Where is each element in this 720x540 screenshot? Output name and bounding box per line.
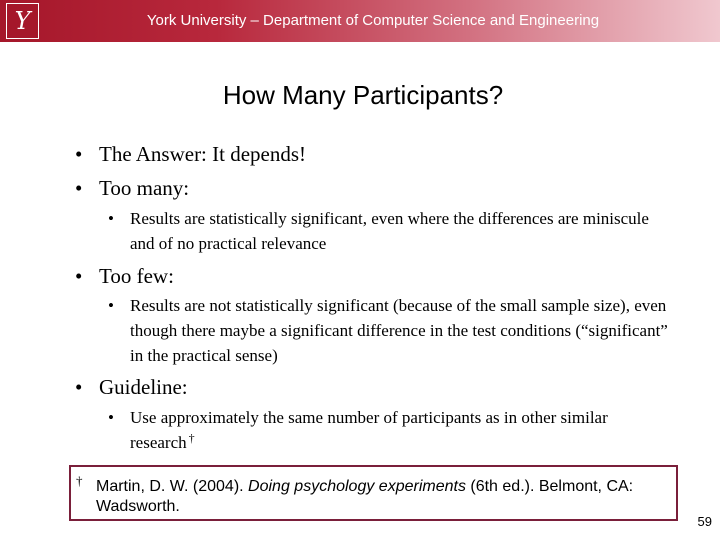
- sub-bullet-icon: •: [108, 296, 114, 315]
- bullet-icon: •: [75, 375, 83, 399]
- sub-bullet-text: Use approximately the same number of participants as in other similar research: [130, 408, 608, 452]
- reference-authors: Martin, D. W. (2004).: [96, 478, 249, 495]
- header-title: York University – Department of Computer Science and Engineering: [146, 12, 600, 29]
- bullet-text: Guideline:: [99, 375, 188, 399]
- sub-bullet-text: Results are statistically significant, even where the differences are miniscule and of no practical relevance: [130, 209, 649, 253]
- sub-bullet-text-wrap: [130, 405, 668, 455]
- sub-bullet-icon: •: [108, 209, 114, 228]
- bullet-text: Too many:: [99, 176, 190, 200]
- slide-title: How Many Participants?: [222, 80, 504, 110]
- header-bar: [0, 0, 720, 42]
- reference-text: [96, 477, 681, 517]
- sub-bullet-text: Results are not statistically significant (because of the small sample size), even though there maybe a significant difference in the test conditions (“significant” in the practical sense): [130, 296, 668, 365]
- bullet-icon: •: [75, 142, 83, 166]
- reference-publisher: (6th ed.). Belmont, CA: Wadsworth.: [96, 478, 634, 515]
- reference-dagger: †: [76, 473, 83, 488]
- sub-bullet-point: [108, 405, 668, 455]
- bullet-icon: •: [75, 176, 83, 200]
- sub-bullet-icon: •: [108, 408, 114, 427]
- york-logo-glyph: Y: [14, 7, 31, 35]
- bullet-text: The Answer: It depends!: [99, 142, 307, 166]
- reference-box: [69, 465, 678, 521]
- bullet-text: Too few:: [99, 264, 174, 288]
- sub-bullet-point: [108, 293, 668, 368]
- footnote-dagger: †: [188, 431, 195, 445]
- sub-bullet-point: [108, 206, 668, 256]
- bullet-icon: •: [75, 264, 83, 288]
- reference-title: Doing psychology experiments: [248, 478, 466, 495]
- page-number: 59: [697, 514, 712, 529]
